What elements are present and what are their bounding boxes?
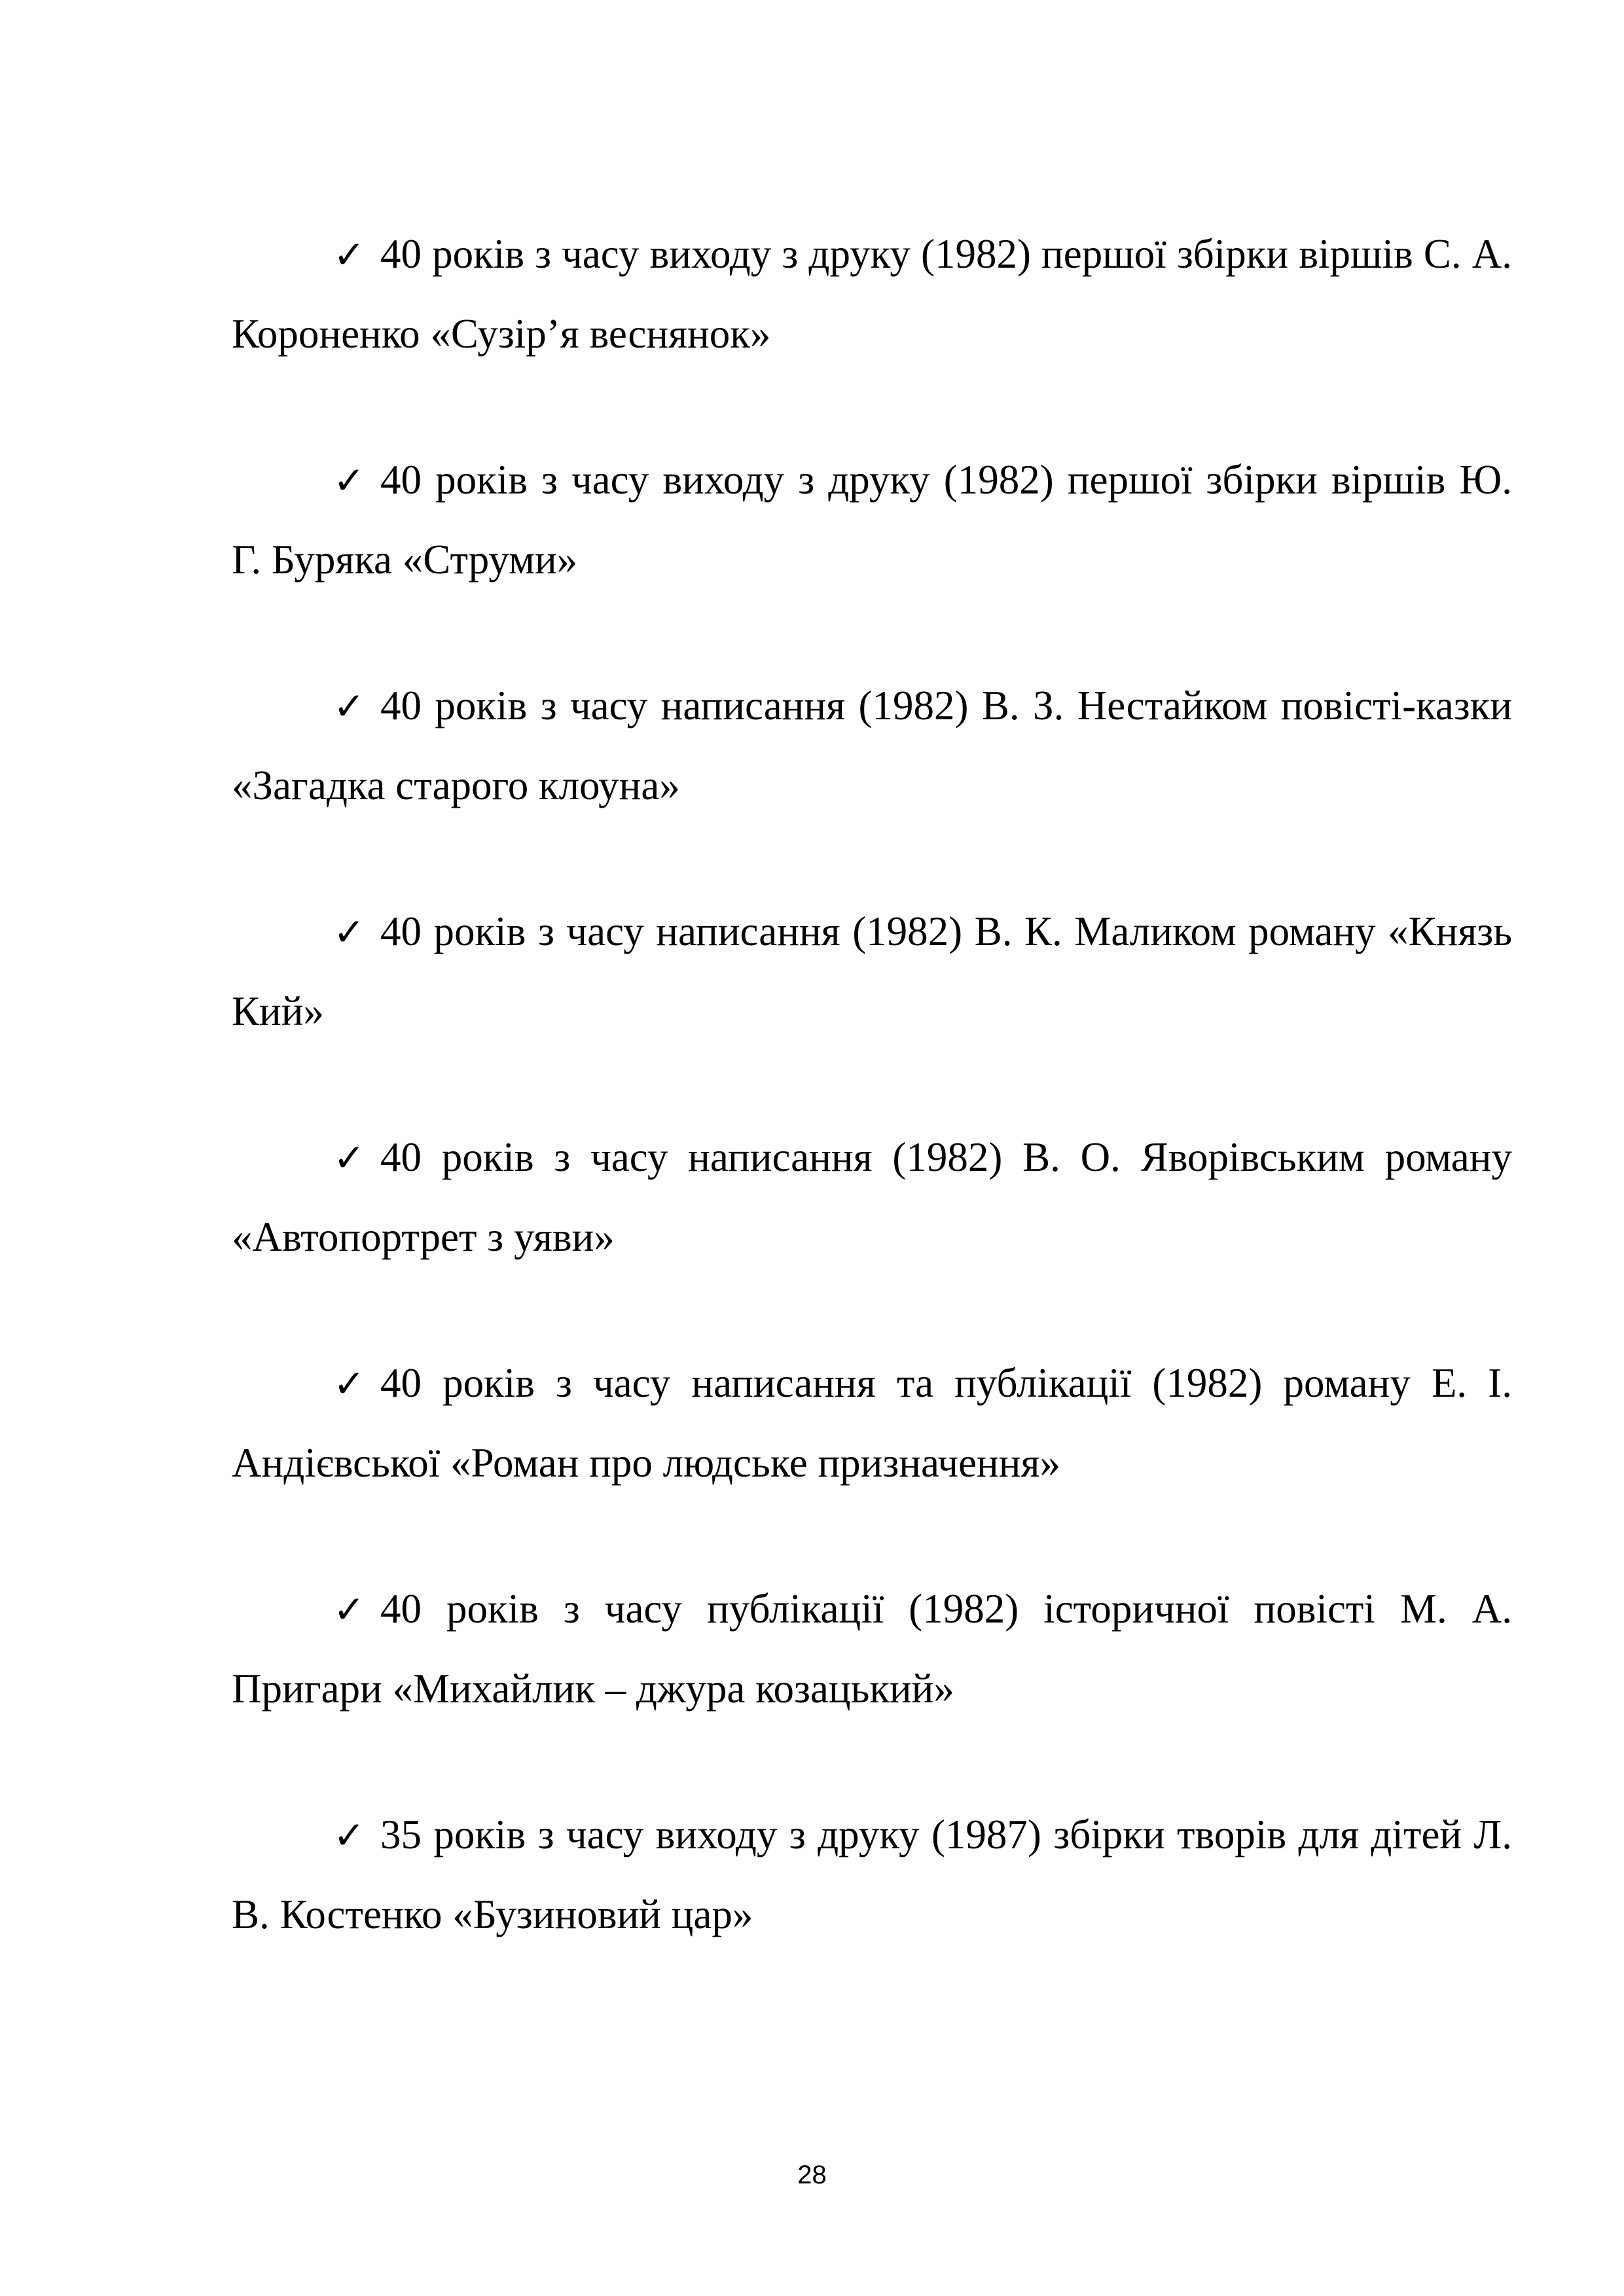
checkmark-icon: ✓ bbox=[333, 232, 365, 277]
list-item-text: 40 років з часу написання та публікації (1982) роману Е. І. Андієвської «Роман про людське призначення» bbox=[232, 1360, 1512, 1486]
list-item-text: 40 років з часу написання (1982) В. О. Яворівським роману «Автопортрет з уяви» bbox=[232, 1134, 1512, 1260]
checkmark-icon: ✓ bbox=[333, 1361, 365, 1406]
checkmark-icon: ✓ bbox=[333, 1136, 365, 1180]
checkmark-icon: ✓ bbox=[333, 458, 365, 503]
checkmark-icon: ✓ bbox=[333, 684, 365, 728]
checkmark-icon: ✓ bbox=[333, 1587, 365, 1632]
page-number: 28 bbox=[797, 2161, 827, 2189]
list-item bbox=[232, 892, 1512, 1051]
list-item-text: 40 років з часу написання (1982) В. К. Маликом роману «Князь Кий» bbox=[232, 908, 1512, 1034]
list-item-text: 35 років з часу виходу з друку (1987) збірки творів для дітей Л. В. Костенко «Бузиновий цар» bbox=[232, 1812, 1512, 1937]
checkmark-icon: ✓ bbox=[333, 1813, 365, 1857]
list-item bbox=[232, 1570, 1512, 1729]
list-item bbox=[232, 1344, 1512, 1503]
list-item bbox=[232, 1118, 1512, 1277]
list-item bbox=[232, 215, 1512, 374]
list-item bbox=[232, 666, 1512, 825]
list-item-text: 40 років з часу виходу з друку (1982) першої збірки віршів Ю. Г. Буряка «Струми» bbox=[232, 457, 1512, 583]
list-item-text: 40 років з часу публікації (1982) історичної повісті М. А. Пригари «Михайлик – джура козацький» bbox=[232, 1586, 1512, 1712]
list-item bbox=[232, 1795, 1512, 1954]
checkmark-icon: ✓ bbox=[333, 910, 365, 954]
list-item-text: 40 років з часу виходу з друку (1982) першої збірки віршів С. А. Короненко «Сузір’я веснянок» bbox=[232, 231, 1512, 357]
list-item bbox=[232, 440, 1512, 600]
list-item-text: 40 років з часу написання (1982) В. З. Нестайком повісті-казки «Загадка старого клоуна» bbox=[232, 683, 1512, 808]
